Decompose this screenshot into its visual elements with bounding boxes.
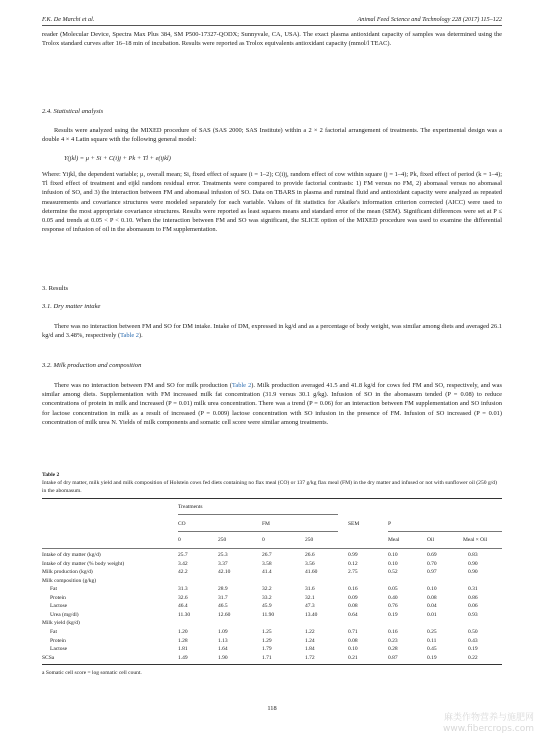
table-cell: 0.93: [468, 611, 478, 618]
row-label: Milk composition (g/kg): [42, 577, 97, 584]
table-cell: 45.9: [262, 603, 272, 610]
table-top-rule: [42, 498, 502, 499]
table-2-link[interactable]: Table 2: [120, 332, 139, 340]
table-cell: 1.79: [262, 646, 272, 653]
section-heading-3: 3. Results: [42, 285, 69, 292]
table-cell: 0.16: [388, 628, 398, 635]
table-cell: 0.52: [388, 569, 398, 576]
header-rule: [42, 25, 502, 26]
header-fm: FM: [262, 521, 270, 527]
table-cell: 1.72: [305, 654, 315, 661]
milk-text-post: ). Milk production averaged 41.5 and 41.8 kg/d for cows fed FM and SO, respectively, and was similar among diets. Supplementation with FM increased milk fat concentration (31.9 versus 30.1 g/kg). Infusion of SO in the abomasum tended (P = 0.08) to reduce concentrations of protein in milk and increased (P = 0.01) milk urea concentration. There was a trend (P = 0.06) for an interaction between FM supplementation and SO infusion for lactose concentration in milk as a result of increased (P = 0.009) lactose concentration with SO infusion in the presence of FM. Infusion of SO increased (P = 0.01) concentration of milk urea N. Yields of milk components and somatic cell score were similar among treatments.: [42, 382, 502, 426]
table-cell: 32.2: [262, 586, 272, 593]
running-header-journal: Animal Feed Science and Technology 228 (2017) 115–122: [357, 16, 502, 23]
table-cell: 3.42: [178, 560, 188, 567]
table-cell: 0.40: [388, 594, 398, 601]
table-cell: 0.22: [468, 654, 478, 661]
header-fm-0: 0: [262, 537, 265, 543]
row-label: Intake of dry matter (% body weight): [42, 560, 125, 567]
header-co: CO: [178, 521, 186, 527]
table-cell: 0.19: [427, 654, 437, 661]
row-label: Lactose: [50, 603, 68, 610]
watermark: [443, 713, 534, 735]
table-cell: 2.75: [348, 569, 358, 576]
table-cell: 0.25: [427, 628, 437, 635]
table-cell: 33.2: [262, 594, 272, 601]
row-label: Lactose: [50, 646, 68, 653]
table-cell: 0.71: [348, 628, 358, 635]
watermark-line-2: www.fibercrops.com: [443, 724, 534, 734]
table-cell: 0.76: [388, 603, 398, 610]
table-cell: 0.08: [348, 637, 358, 644]
table-cell: 0.10: [427, 586, 437, 593]
row-label: Milk yield (kg/d): [42, 620, 80, 627]
table-cell: 28.9: [218, 586, 228, 593]
table-cell: 1.09: [218, 628, 228, 635]
table-cell: 1.13: [218, 637, 228, 644]
table-cell: 3.58: [262, 560, 272, 567]
table-footnote: a Somatic cell score = log somatic cell count.: [42, 670, 142, 676]
header-meal-x-oil: Meal × Oil: [463, 537, 488, 543]
table-caption-text: Intake of dry matter, milk yield and milk composition of Holstein cows fed diets containing no flax meal (CO) or 137 g/kg flax meal (FM) in the dry matter and infused or not with sunflower oil (250 g/d) in the abomasum.: [42, 479, 497, 494]
p-rule: [388, 531, 502, 532]
table-cell: 0.90: [468, 560, 478, 567]
row-label: Protein: [50, 594, 66, 601]
table-cell: 26.7: [262, 552, 272, 558]
table-cell: 1.84: [305, 646, 315, 653]
table-cell: 42.10: [218, 569, 231, 576]
table-cell: 0.64: [348, 611, 358, 618]
running-header-authors: F.K. De Marchi et al.: [42, 16, 95, 23]
dm-text-pre: There was no interaction between FM and SO for DM intake. Intake of DM, expressed in kg/d and as a percentage of body weight, was similar among diets and averaged 26.1 kg/d and 3.48%, respectively (: [42, 323, 502, 340]
row-label: SCSa: [42, 654, 55, 661]
table-cell: 41.4: [262, 569, 272, 576]
dm-text-post: ).: [139, 332, 143, 340]
table-cell: 46.5: [218, 603, 228, 610]
table-cell: 0.31: [468, 586, 478, 593]
section-heading-2-4: 2.4. Statistical analysis: [42, 108, 104, 115]
table-cell: 0.19: [468, 646, 478, 653]
table-cell: 0.12: [348, 560, 358, 567]
table-cell: 1.25: [262, 628, 272, 635]
stats-paragraph-2: Where: Yijkl, the dependent variable; μ, overall mean; Si, fixed effect of square (i = 1–2); C(i)j, random effect of cow within square (j = 1–4); Pk, fixed effect of period (k = 1–4); Tl fixed effect of treatment and eijkl random residual error. Treatments were compared to provide factorial contrasts: 1) FM versus no FM, 2) abomasal versus no abomasal infusion of SO, and 3) the interaction between FM and abomasal infusion of SO. Data on TBARS in plasma and ruminal fluid and antioxidant capacity were analyzed as repeated measurements and covariance structures were modeled separately for each variable. Values of fit statistics for Akaike's information criterion corrected (AICC) were used to determine the most appropriate covariance structures. Results were reported as least squares means and standard error of the mean (SEM). Significant differences were set at P ≤ 0.05 and trends at 0.05 < P < 0.10. When the interaction between FM and SO was significant, the SLICE option of the MIXED procedure was used to examine the differential response of infusion of oil in the abomasum to FM supplementation.: [42, 171, 502, 234]
header-bottom-rule: [42, 548, 502, 549]
table-cell: 25.3: [218, 552, 228, 558]
table-cell: 0.19: [388, 611, 398, 618]
header-fm-250: 250: [305, 537, 314, 543]
table-cell: 0.86: [468, 594, 478, 601]
table-cell: 0.21: [348, 654, 358, 661]
table-cell: 0.99: [348, 552, 358, 558]
table-cell: 0.11: [427, 637, 437, 644]
page-number: 118: [267, 705, 277, 712]
table-cell: 0.08: [427, 594, 437, 601]
table-2-link[interactable]: Table 2: [231, 382, 252, 389]
table-cell: 0.01: [427, 611, 437, 618]
table-cell: 1.49: [178, 654, 188, 661]
table-cell: 11.30: [178, 611, 191, 618]
model-equation: Y(jkl) = μ + Si + C(i)j + Pk + Tl + e(ijkl): [64, 155, 171, 162]
co-fm-rule: [178, 531, 338, 532]
table-cell: 0.45: [427, 646, 437, 653]
table-cell: 46.4: [178, 603, 188, 610]
row-label: Fat: [50, 586, 58, 593]
table-cell: 1.90: [218, 654, 228, 661]
table-cell: 0.87: [388, 654, 398, 661]
table-cell: 0.08: [348, 603, 358, 610]
table-label: Table 2: [42, 472, 60, 478]
table-cell: 0.43: [468, 637, 478, 644]
table-cell: 12.60: [218, 611, 231, 618]
table-cell: 3.56: [305, 560, 315, 567]
row-label: Intake of dry matter (kg/d): [42, 552, 101, 558]
table-cell: 0.10: [388, 552, 398, 558]
table-cell: 1.22: [305, 628, 315, 635]
table-cell: 0.04: [427, 603, 437, 610]
watermark-line-1: 麻类作物营养与施肥网: [443, 713, 534, 723]
table-cell: 13.40: [305, 611, 318, 618]
header-meal: Meal: [388, 537, 400, 543]
table-cell: 0.23: [388, 637, 398, 644]
section-heading-3-1: 3.1. Dry matter intake: [42, 303, 101, 310]
table-cell: 0.09: [348, 594, 358, 601]
table-cell: 47.3: [305, 603, 315, 610]
header-co-0: 0: [178, 537, 181, 543]
table-cell: 26.6: [305, 552, 315, 558]
stats-paragraph-1: Results were analyzed using the MIXED procedure of SAS (SAS 2000; SAS Institute) within a 2 × 2 factorial arrangement of treatments. The experimental design was a double 4 × 4 Latin square with the following general model:: [42, 127, 502, 144]
table-cell: 0.50: [468, 628, 478, 635]
table-cell: 31.6: [305, 586, 315, 593]
header-oil: Oil: [427, 537, 435, 543]
table-cell: 31.3: [178, 586, 188, 593]
table-cell: 0.83: [468, 552, 478, 558]
row-label: Fat: [50, 628, 58, 635]
table-cell: 11.90: [262, 611, 275, 618]
table-cell: 0.69: [427, 552, 437, 558]
table-cell: 0.97: [427, 569, 437, 576]
row-label: Urea (mg/dl): [50, 611, 79, 618]
table-cell: 0.10: [388, 560, 398, 567]
table-cell: 0.05: [388, 586, 398, 593]
table-cell: 32.6: [178, 594, 188, 601]
table-cell: 0.90: [468, 569, 478, 576]
table-cell: 1.28: [178, 637, 188, 644]
header-co-250: 250: [218, 537, 227, 543]
table-cell: 1.29: [262, 637, 272, 644]
row-label: Protein: [50, 637, 66, 644]
table-cell: 1.71: [262, 654, 272, 661]
table-caption: [42, 472, 502, 495]
table-cell: 41.60: [305, 569, 318, 576]
table-cell: 0.06: [468, 603, 478, 610]
table-cell: 1.24: [305, 637, 315, 644]
treatments-rule: [178, 514, 338, 515]
row-label: Milk production (kg/d): [42, 569, 93, 576]
table-cell: 1.64: [218, 646, 228, 653]
table-cell: 32.1: [305, 594, 315, 601]
milk-text-pre: There was no interaction between FM and SO for milk production (: [54, 382, 232, 389]
dm-intake-paragraph: [42, 322, 502, 340]
table-cell: 0.10: [348, 646, 358, 653]
table-cell: 42.2: [178, 569, 188, 576]
milk-paragraph: [42, 381, 502, 427]
table-cell: 3.37: [218, 560, 228, 567]
table-bottom-rule: [42, 664, 502, 665]
header-treatments: Treatments: [178, 504, 203, 510]
intro-paragraph: reader (Molecular Device, Spectra Max Plus 384, SM P500-17327-QODX; Sunnyvale, CA, USA). The exact plasma antioxidant capacity of samples was determined using the Trolox standard curves after 16–18 min of incubation. Results were reported as Trolox equivalents antioxidant capacity (mmol/l TEAC).: [42, 31, 502, 48]
table-cell: 0.28: [388, 646, 398, 653]
header-p: P: [388, 521, 392, 527]
header-sem: SEM: [348, 521, 360, 527]
table-cell: 25.7: [178, 552, 188, 558]
table-cell: 31.7: [218, 594, 228, 601]
table-cell: 0.70: [427, 560, 437, 567]
table-cell: 0.16: [348, 586, 358, 593]
table-cell: 1.81: [178, 646, 188, 653]
section-heading-3-2: 3.2. Milk production and composition: [42, 362, 142, 369]
table-cell: 1.20: [178, 628, 188, 635]
